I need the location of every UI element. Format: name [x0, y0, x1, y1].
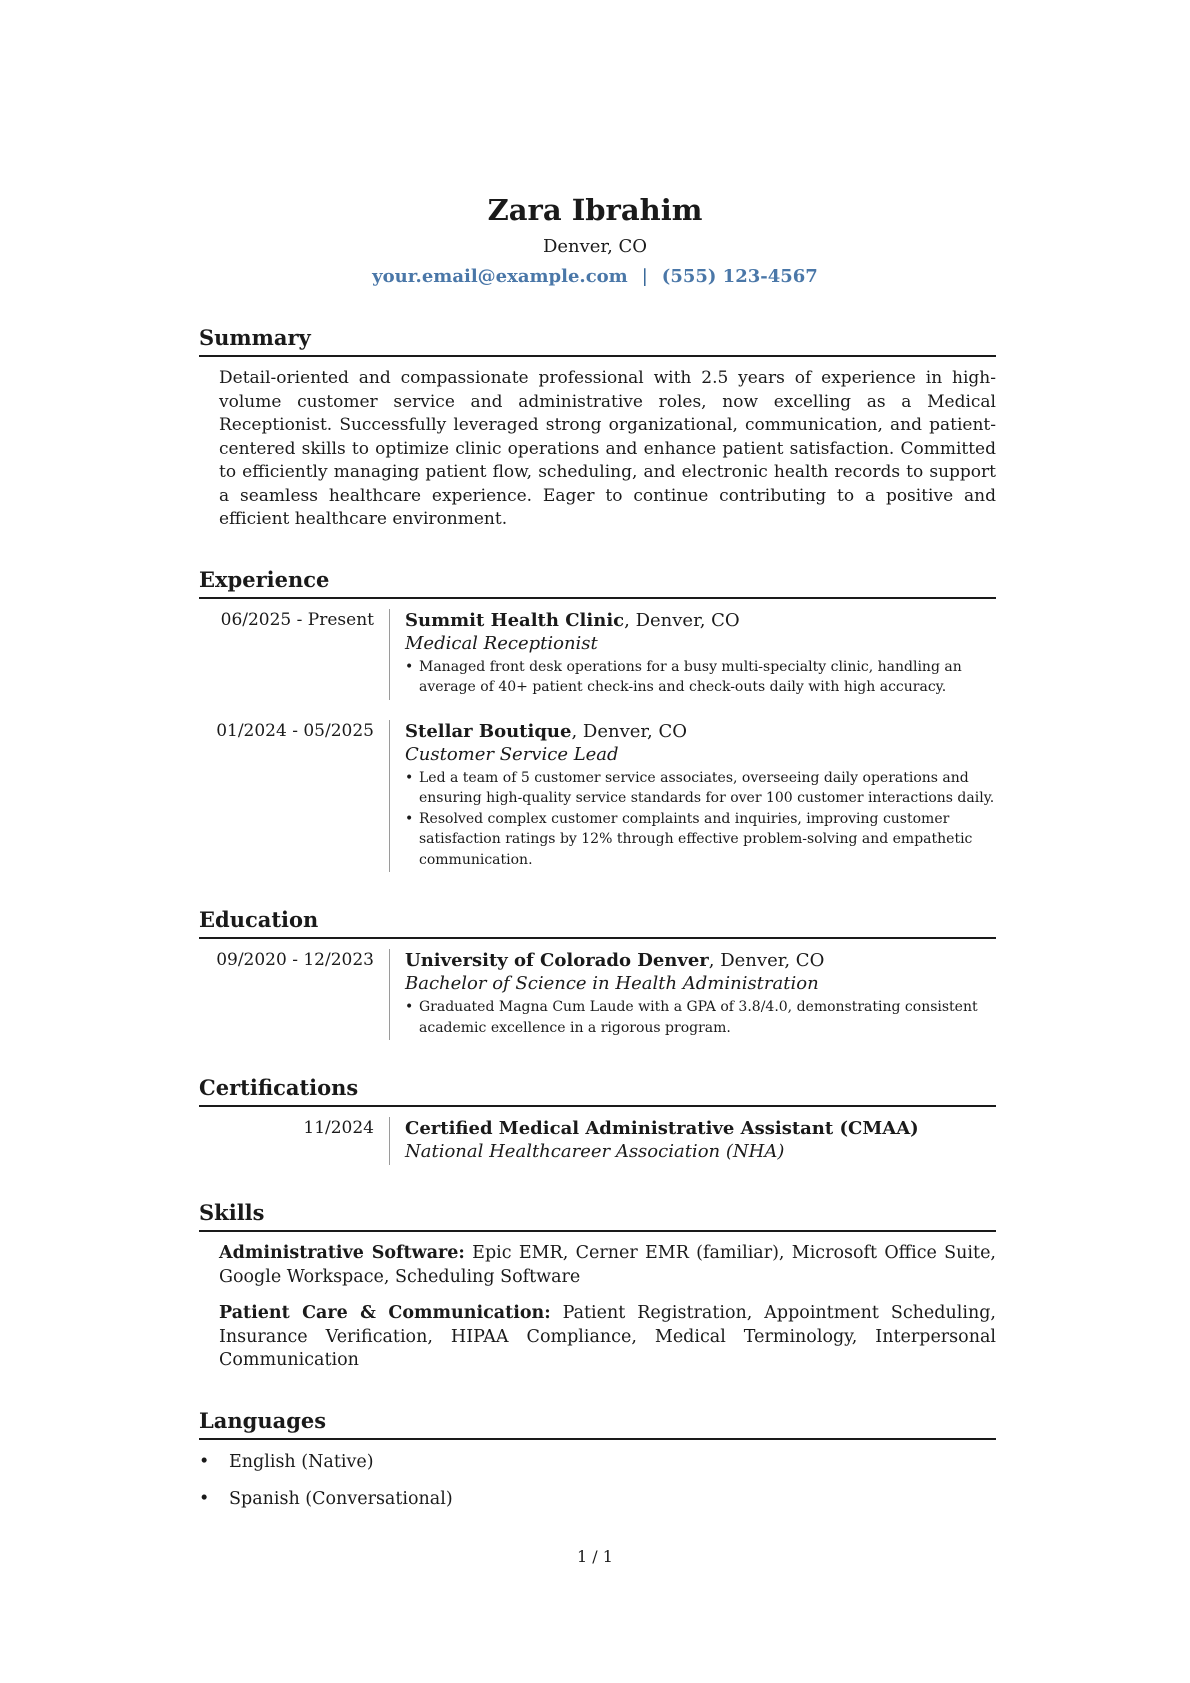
language-list [199, 1450, 996, 1511]
experience-entry [199, 720, 996, 873]
entry-place: , Denver, CO [624, 609, 740, 631]
entry-heading [405, 1117, 996, 1140]
language-item: • English (Native) [199, 1450, 996, 1474]
certification-issuer: National Healthcareer Association (NHA) [405, 1141, 785, 1162]
entry-heading [405, 609, 996, 632]
phone-link[interactable]: (555) 123-4567 [661, 266, 818, 287]
experience-entry [199, 609, 996, 700]
entry-body [389, 720, 996, 873]
entry-place: , Denver, CO [708, 950, 825, 971]
contact-separator: | [641, 266, 648, 287]
section-title-skills: Skills [199, 1199, 996, 1232]
entry-bullets [405, 657, 996, 698]
skill-values: Patient Registration, Appointment Scheduling, Insurance Verification, HIPAA Compliance, Medical Terminology, Interpersonal Communication [219, 1303, 996, 1370]
bullet-item: • Graduated Magna Cum Laude with a GPA of 3.8/4.0, demonstrating consistent academic excellence in a rigorous program. [405, 997, 996, 1038]
entry-date: 01/2024 - 05/2025 [216, 720, 374, 741]
resume-header [0, 190, 1190, 290]
section-title-certifications: Certifications [199, 1074, 996, 1107]
candidate-location: Denver, CO [542, 236, 648, 257]
candidate-name: Zara Ibrahim [487, 193, 703, 227]
entry-organization: Stellar Boutique [405, 720, 572, 742]
entry-role: Medical Receptionist [405, 632, 598, 654]
email-link[interactable]: your.email@example.com [372, 266, 628, 287]
bullet-item: • Managed front desk operations for a busy multi-specialty clinic, handling an average of 40+ patient check-ins and check-outs daily with high accuracy. [405, 657, 996, 698]
skills-section [199, 1199, 996, 1373]
certification-entry [199, 1117, 996, 1165]
section-title-languages: Languages [199, 1407, 996, 1440]
contact-line [0, 264, 1190, 290]
entry-date: 11/2024 [303, 1118, 374, 1138]
entry-organization: Summit Health Clinic [405, 609, 625, 631]
entry-place: , Denver, CO [571, 720, 687, 742]
education-section [199, 906, 996, 1040]
section-title-summary: Summary [199, 324, 996, 357]
bullet-item: • Resolved complex customer complaints and inquiries, improving customer satisfaction ratings by 12% through effective problem-solving and empathetic communication. [405, 809, 996, 871]
languages-section [199, 1407, 996, 1511]
skill-line [219, 1242, 996, 1289]
entry-bullets [405, 997, 996, 1038]
education-entry [199, 949, 996, 1040]
language-item: • Spanish (Conversational) [199, 1487, 996, 1511]
entry-role: Bachelor of Science in Health Administration [405, 973, 819, 994]
entry-heading [405, 949, 996, 972]
certification-name: Certified Medical Administrative Assistant (CMAA) [405, 1118, 919, 1139]
skill-label: Patient Care & Communication: [219, 1303, 551, 1323]
skill-values: Epic EMR, Cerner EMR (familiar), Microsoft Office Suite, Google Workspace, Scheduling Software [219, 1243, 996, 1287]
page-number: 1 / 1 [577, 1547, 613, 1566]
entry-body [389, 1117, 996, 1165]
entry-organization: University of Colorado Denver [405, 950, 709, 971]
entry-body [389, 609, 996, 700]
summary-text: Detail-oriented and compassionate professional with 2.5 years of experience in high-volume customer service and administrative roles, now excelling as a Medical Receptionist. Successfully leveraged strong organizational, communication, and patient-centered skills to optimize clinic operations and enhance patient satisfaction. Committed to efficiently managing patient flow, scheduling, and electronic health records to support a seamless healthcare experience. Eager to continue contributing to a positive and efficient healthcare environment. [219, 368, 996, 529]
entry-heading [405, 720, 996, 743]
resume-page [199, 190, 996, 1511]
summary-section [199, 324, 996, 532]
entry-date: 06/2025 - Present [220, 609, 374, 630]
entry-bullets [405, 768, 996, 871]
entry-role: Customer Service Lead [405, 743, 619, 765]
skill-line [219, 1302, 996, 1373]
skill-label: Administrative Software: [219, 1243, 465, 1263]
section-title-experience: Experience [199, 566, 996, 599]
section-title-education: Education [199, 906, 996, 939]
experience-section [199, 566, 996, 873]
entry-date: 09/2020 - 12/2023 [216, 950, 374, 970]
bullet-item: • Led a team of 5 customer service associates, overseeing daily operations and ensuring high-quality service standards for over 100 customer interactions daily. [405, 768, 996, 809]
entry-body [389, 949, 996, 1040]
certifications-section [199, 1074, 996, 1165]
